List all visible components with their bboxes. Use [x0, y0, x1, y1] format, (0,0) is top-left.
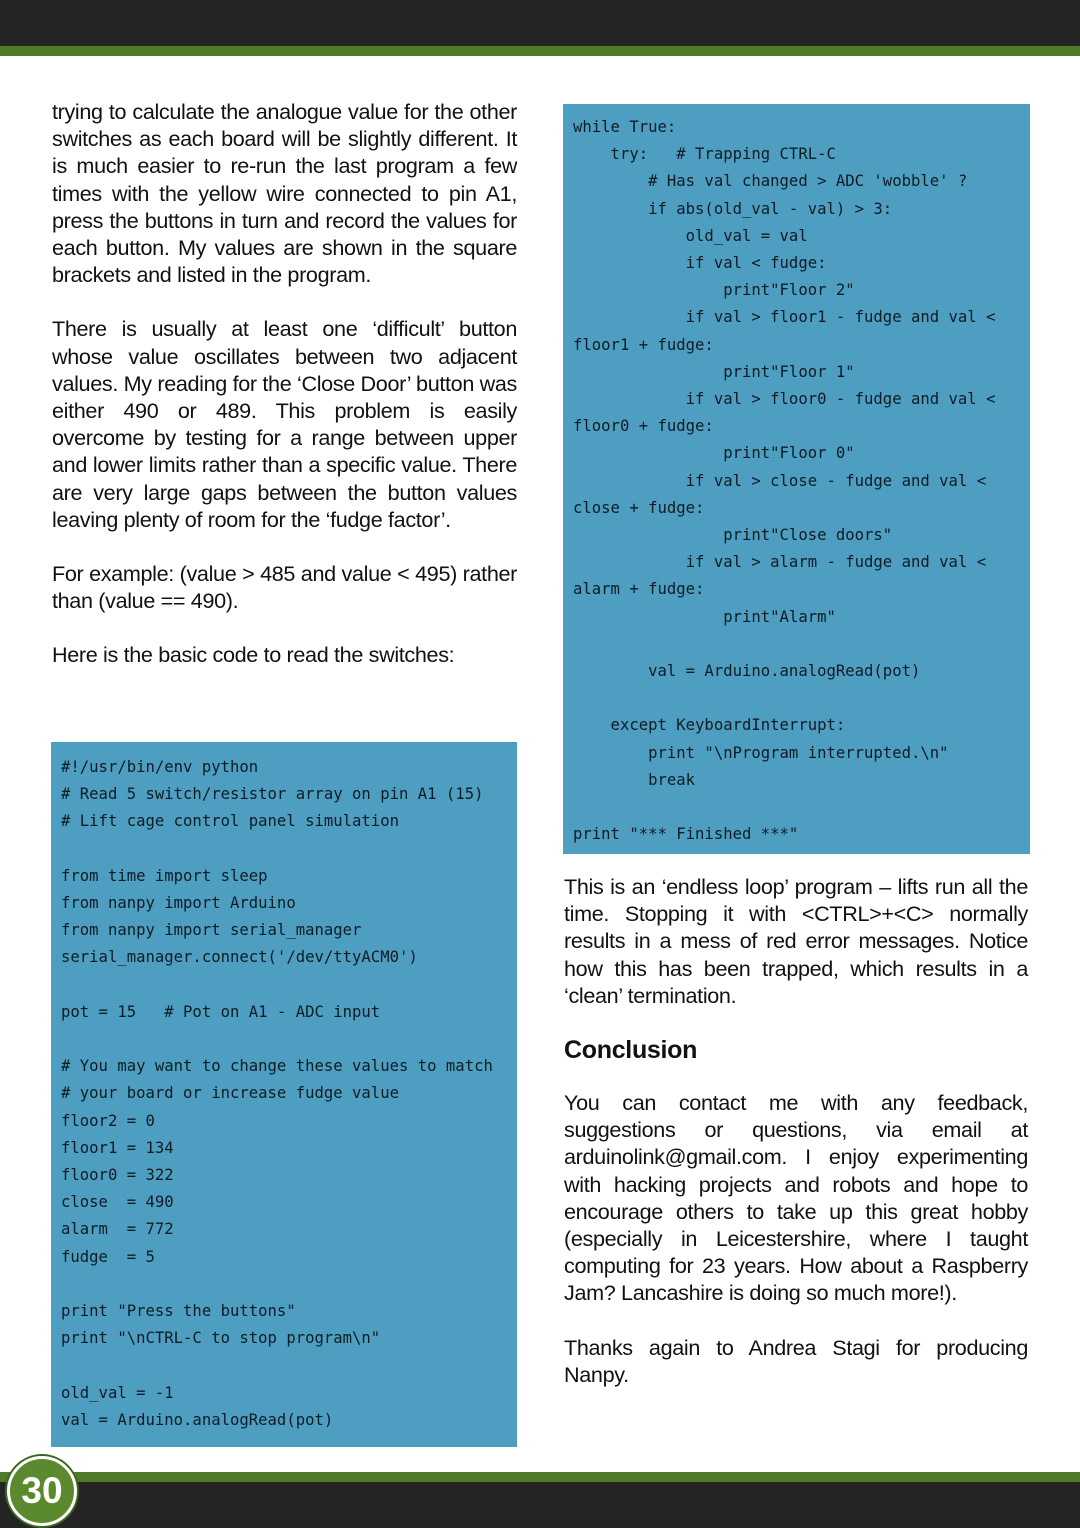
- paragraph-endless-loop: This is an ‘endless loop’ program – lifts run all the time. Stopping it with <CTRL>+<C> normally results in a mess of red error messages. Notice how this has been trapped, which results in a ‘clean’ termination.: [564, 874, 1028, 1008]
- header-accent-stripe: [0, 46, 1080, 56]
- footer-accent-stripe: [0, 1472, 1080, 1482]
- page-number-badge: 30: [7, 1456, 77, 1526]
- paragraph-analogue-values: trying to calculate the analogue value for the other switches as each board will be slightly different. It is much easier to re-run the last program a few times with the yellow wire connected to pin A1, press the buttons in turn and record the values for each button. My values are shown in the square brackets and listed in the program.: [52, 99, 517, 288]
- section-heading-conclusion: Conclusion: [564, 1036, 698, 1065]
- paragraph-difficult-button: There is usually at least one ‘difficult’ button whose value oscillates between two adjacent values. My reading for the ‘Close Door’ button was either 490 or 489. This problem is easily overcome by testing for a range between upper and lower limits rather than a specific value. There are very large gaps between the button values leaving plenty of room for the ‘fudge factor’.: [52, 316, 517, 532]
- paragraph-contact: You can contact me with any feedback, suggestions or questions, via email at arduinolink@gmail.com. I enjoy experimenting with hacking projects and robots and hope to encourage others to take up this great hobby (especially in Leicestershire, where I taught computing for 23 years. How about a Raspberry Jam? Lancashire is doing so much more!).: [564, 1090, 1028, 1306]
- paragraph-example: For example: (value > 485 and value < 495) rather than (value == 490).: [52, 561, 517, 614]
- paragraph-thanks: Thanks again to Andrea Stagi for producing Nanpy.: [564, 1334, 1028, 1387]
- code-listing-main-loop: while True: try: # Trapping CTRL-C # Has val changed > ADC 'wobble' ? if abs(old_val - val) > 3: old_val = val if val < fudge: print"Floor 2" if val > floor1 - fudge and val < floor1 + fudge: print"Floor 1" if val > floor0 - fudge and val < floor0 + fudge: print"Floor 0" if val > close - fudge and val < close + fudge: print"Close doors" if val > alarm - fudge and val < alarm + fudge: print"Alarm" val = Arduino.analogRead(pot) except KeyboardInterrupt: print "\nProgram interrupted.\n" break print "*** Finished ***": [563, 104, 1030, 854]
- footer-bar: [0, 1482, 1080, 1528]
- code-listing-setup: #!/usr/bin/env python # Read 5 switch/resistor array on pin A1 (15) # Lift cage control panel simulation from time import sleep from nanpy import Arduino from nanpy import serial_manager serial_manager.connect('/dev/ttyACM0') pot = 15 # Pot on A1 - ADC input # You may want to change these values to match # your board or increase fudge value floor2 = 0 floor1 = 134 floor0 = 322 close = 490 alarm = 772 fudge = 5 print "Press the buttons" print "\nCTRL-C to stop program\n" old_val = -1 val = Arduino.analogRead(pot): [51, 742, 517, 1447]
- left-column: [52, 98, 517, 669]
- header-bar: [0, 0, 1080, 46]
- paragraph-code-intro: Here is the basic code to read the switches:: [52, 642, 455, 668]
- right-column: [564, 873, 1028, 1388]
